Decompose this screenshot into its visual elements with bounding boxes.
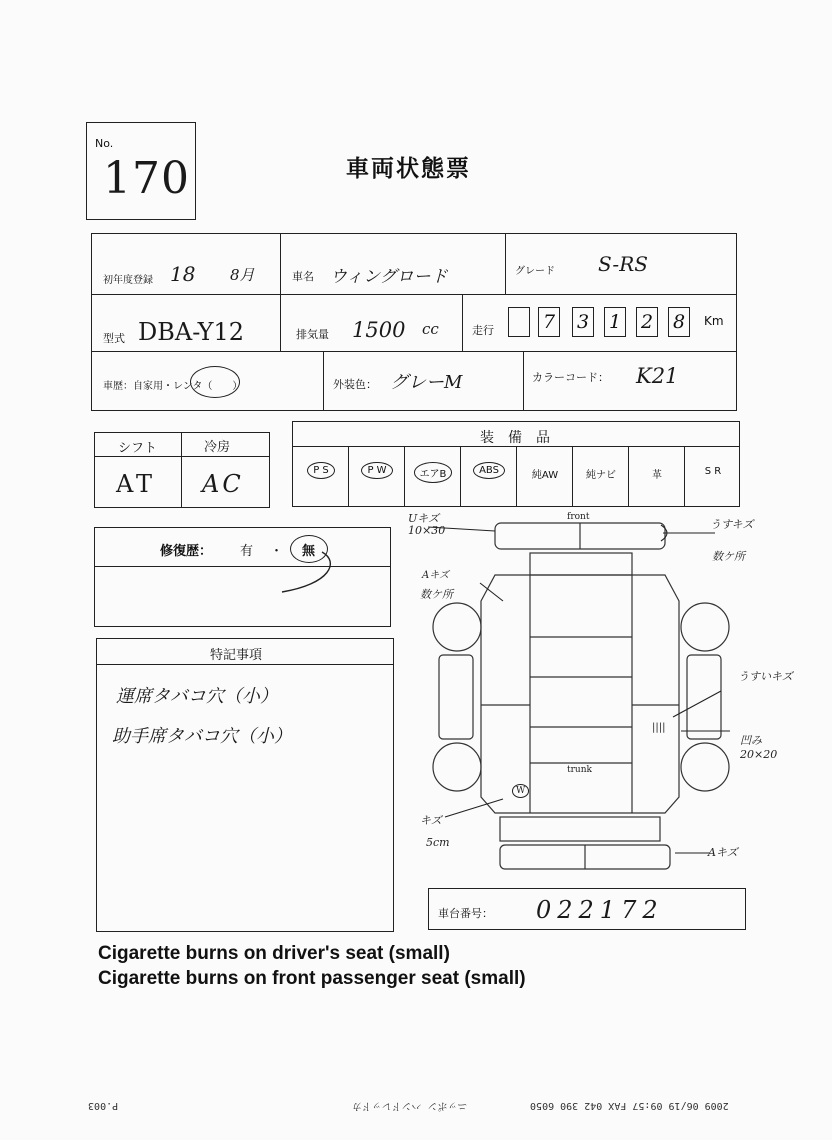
ann-left-sub: 数ケ所 [420,588,453,601]
shift-label: シフト [118,441,158,456]
ann-front-right-sub: 数ケ所 [712,550,745,563]
equipment-pw: P W [352,462,402,479]
ann-w-mark: W [512,784,529,798]
first-registration-month: 8月 [230,266,255,284]
repair-no: 無 [302,544,316,559]
mileage-digit: 2 [636,307,658,337]
grade-label: グレード [515,266,555,277]
notes-line-2: 助手席タバコ穴（小） [112,726,292,747]
caption-line-2: Cigarette burns on front passenger seat (small) [98,968,526,989]
ann-rear-left-sub: 5cm [426,836,450,849]
vehicle-history-label: 車歴：自家用・レンタ（ ） [103,381,243,392]
chassis-number-value: 022172 [536,896,664,924]
grade-value: S-RS [598,252,648,276]
car-name-label: 車名 [292,270,314,283]
notes-line-1: 運席タバコ穴（小） [116,686,278,707]
model-label: 型式 [103,332,125,345]
ann-front-right: うすキズ [710,518,754,531]
number-label: No. [95,137,114,150]
equipment-airbag: エアB [408,462,458,483]
color-code-label: カラーコード： [532,371,609,384]
ann-right-stripes: |||| [652,722,666,733]
displacement-label: 排気量 [296,328,329,341]
equipment-navigation: 純ナビ [586,470,616,481]
ann-rear-right: Aキズ [708,846,738,859]
repair-dot: ・ [270,544,284,559]
footer-fax-line: 2009 06/19 09:57 FAX 042 390 6050 [530,1100,729,1111]
ann-right-dent: 凹み [740,734,762,747]
color-code-value: K21 [636,364,679,388]
equipment-header: 装 備 品 [480,430,550,446]
mileage-label: 走行 [472,324,494,337]
notes-header: 特記事項 [210,648,263,663]
chassis-number-label: 車台番号： [438,907,493,920]
first-registration-label: 初年度登録 [103,275,153,286]
page-title: 車両状態票 [346,156,471,182]
repair-history-label: 修復歴： [160,544,213,559]
mileage-digit: 8 [668,307,690,337]
ann-front-left: Uキズ [408,512,440,525]
car-body-diagram [425,505,825,875]
diagram-trunk-label: trunk [567,765,592,775]
shift-value: AT [116,470,157,498]
mileage-digit: 1 [604,307,626,337]
ann-right-dent-size: 20×20 [740,748,778,761]
mileage-unit: Km [704,314,724,328]
mileage-digit: 7 [538,307,560,337]
footer-company: ニッポン ハンドレッドカ [352,1100,468,1111]
equipment-leather: 革 [652,470,662,481]
equipment-abs: ABS [464,462,514,479]
repair-no-pen-stroke [270,540,340,600]
exterior-color-value: グレーM [390,372,463,393]
ann-front-left-size: 10×30 [408,524,446,537]
ann-rear-left: キズ [420,814,442,827]
repair-yes: 有 [240,544,254,559]
footer-page: P.003 [88,1100,119,1111]
rental-circle [190,366,240,398]
diagram-front-label: front [567,512,590,522]
equipment-sunroof: S R [704,466,722,477]
ann-right: うすいキズ [738,670,793,683]
ann-left: Aキズ [422,570,450,581]
ac-value: AC [202,470,244,498]
equipment-ps: P S [296,462,346,479]
car-name-value: ウィングロード [330,267,448,287]
equipment-alloy-wheels: 純AW [531,470,559,481]
mileage-digit [508,307,530,337]
model-value: DBA-Y12 [138,318,245,346]
mileage-digit: 3 [572,307,594,337]
ac-label: 冷房 [204,440,231,455]
displacement-unit: cc [422,320,439,338]
number-value: 170 [103,153,190,204]
displacement-value: 1500 [352,318,406,342]
caption-line-1: Cigarette burns on driver's seat (small) [98,943,450,964]
exterior-color-label: 外装色： [333,378,377,391]
first-registration-value: 18 [170,262,196,286]
number-box [86,122,196,220]
